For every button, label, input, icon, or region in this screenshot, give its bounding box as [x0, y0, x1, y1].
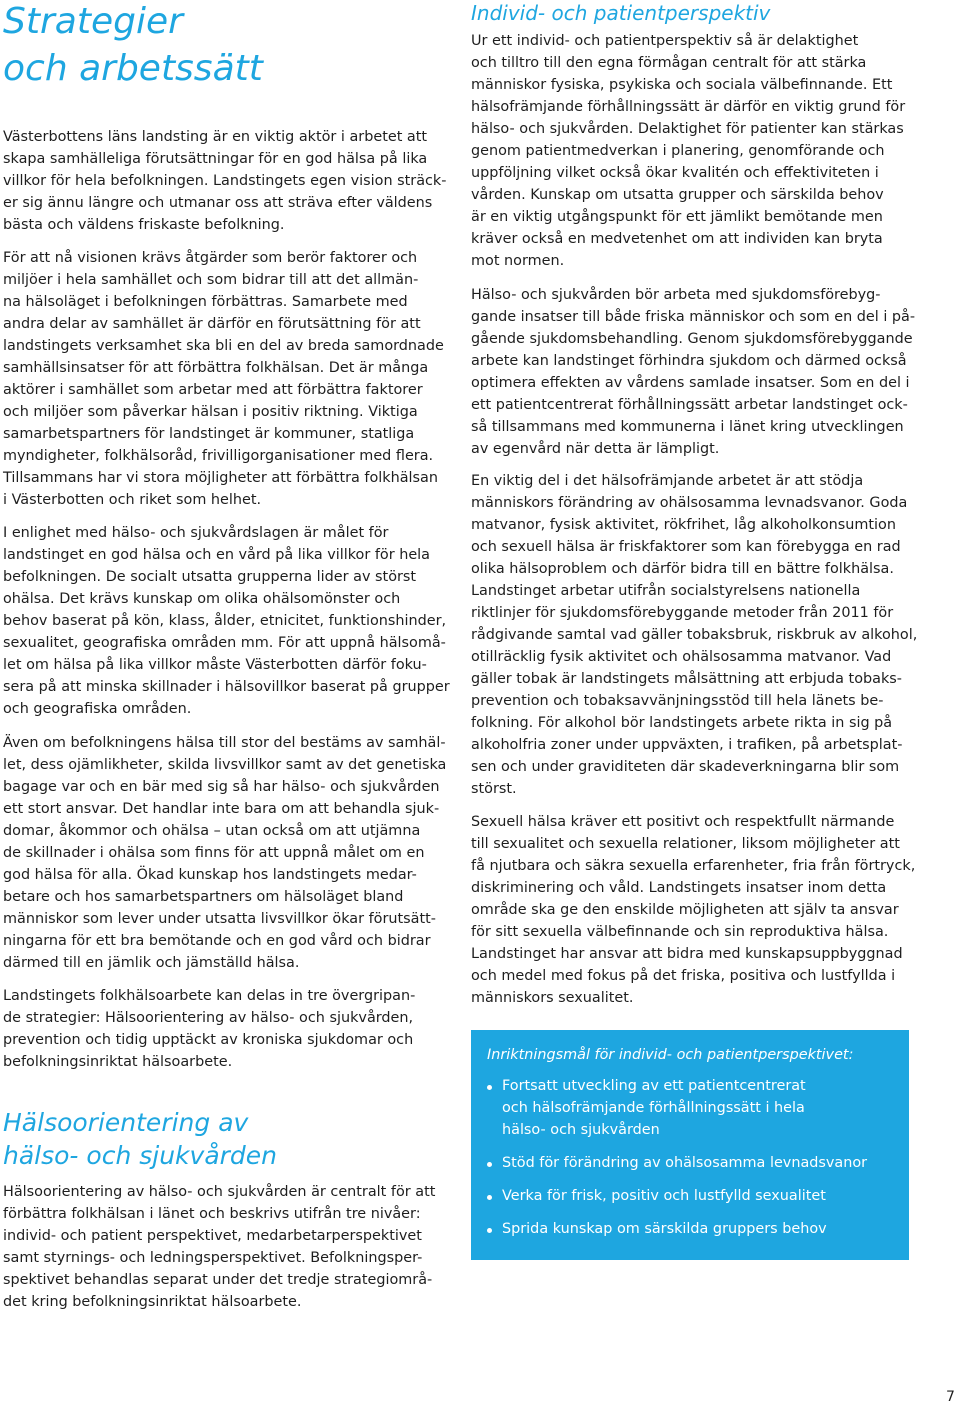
text-line: olika hälsoproblem och därför bidra till en bättre folkhälsa.: [471, 561, 894, 577]
text-line: För att nå visionen krävs åtgärder som berör faktorer och: [3, 250, 418, 266]
text-line: Även om befolkningens hälsa till stor del bestäms av samhäl-: [3, 735, 446, 751]
text-line: rådgivande samtal vad gäller tobaksbruk, riskbruk av alkohol,: [471, 627, 918, 643]
text-line: bästa och väldens friskaste befolkning.: [3, 217, 285, 233]
goal-item-line: Sprida kunskap om särskilda gruppers behov: [502, 1221, 827, 1237]
text-line: av egenvård när detta är lämpligt.: [471, 441, 720, 457]
text-line: sera på att minska skillnader i hälsovillkor baserat på grupper: [3, 679, 450, 695]
text-line: na hälsoläget i befolkningen förbättras. Samarbete med: [3, 294, 408, 310]
text-line: En viktig del i det hälsofrämjande arbetet är att stödja: [471, 473, 864, 489]
text-line: uppföljning vilket också ökar kvalitén och effektiviteten i: [471, 165, 879, 181]
text-line: let om hälsa på lika villkor måste Västerbotten därför foku-: [3, 657, 427, 673]
text-line: och sexuell hälsa är friskfaktorer som kan förebygga en rad: [471, 539, 901, 555]
paragraph: [3, 985, 451, 1073]
text-line: mot normen.: [471, 253, 565, 269]
text-line: spektivet behandlas separat under det tredje strategiområ-: [3, 1272, 433, 1288]
section-heading-line: hälso- och sjukvården: [3, 1141, 278, 1170]
bullet-icon: [487, 1162, 492, 1167]
text-line: bagage var och en bär med sig så har hälso- och sjukvården: [3, 779, 440, 795]
text-line: andra delar av samhället är därför en förutsättning för att: [3, 316, 421, 332]
text-line: till sexualitet och sexuella relationer, liksom möjligheter att: [471, 836, 900, 852]
section-heading: Individ- och patientperspektiv: [471, 1, 771, 25]
intro-paragraph: [3, 126, 451, 236]
goal-item: [487, 1185, 897, 1207]
page-title-line: Strategier: [3, 1, 183, 42]
text-line: samarbetspartners för landstinget är kommuner, statliga: [3, 426, 415, 442]
text-line: och miljöer som påverkar hälsan i positiv riktning. Viktiga: [3, 404, 418, 420]
goal-item: [487, 1075, 897, 1141]
text-line: de skillnader i ohälsa som finns för att uppnå målet om en: [3, 845, 425, 861]
goal-item-line: och hälsofrämjande förhållningssätt i hela: [502, 1100, 805, 1116]
text-line: störst.: [471, 781, 517, 797]
text-line: myndigheter, folkhälsoråd, frivilligorganisationer med flera.: [3, 448, 434, 464]
paragraph: [3, 247, 451, 511]
text-line: gäller tobak är landstingets målsättning att erbjuda tobaks-: [471, 671, 902, 687]
paragraph: [3, 732, 451, 974]
bullet-icon: [487, 1228, 492, 1233]
text-line: och medel med fokus på det friska, positiva och lustfyllda i: [471, 968, 896, 984]
text-line: ningarna för ett bra bemötande och en god vård och bidrar: [3, 933, 431, 949]
paragraph: [471, 284, 916, 460]
text-line: Ur ett individ- och patientperspektiv så är delaktighet: [471, 33, 859, 49]
text-line: Landstingets folkhälsoarbete kan delas in tre övergripan-: [3, 988, 416, 1004]
paragraph: [471, 470, 918, 800]
page-title-line: och arbetssätt: [3, 48, 263, 89]
text-line: förbättra folkhälsan i länet och beskrivs utifrån tre nivåer:: [3, 1206, 421, 1222]
text-line: betare och hos samarbetspartners om hälsoläget bland: [3, 889, 404, 905]
text-line: så tillsammans med kommunerna i länet kring utvecklingen: [471, 419, 904, 435]
text-line: prevention och tobaksavvänjningsstöd till hela länets be-: [471, 693, 884, 709]
health-orientation-paragraph: [3, 1181, 451, 1313]
text-line: alkoholfria zoner under uppväxten, i trafiken, på arbetsplat-: [471, 737, 903, 753]
text-line: god hälsa för alla. Ökad kunskap hos landstingets medar-: [3, 867, 417, 883]
vision-paragraph: [3, 247, 451, 511]
text-line: prevention och tidig upptäckt av kroniska sjukdomar och: [3, 1032, 414, 1048]
goal-item-line: Stöd för förändring av ohälsosamma levnadsvanor: [502, 1155, 868, 1171]
page-title: [3, 0, 451, 92]
text-line: befolkningsinriktat hälsoarbete.: [3, 1054, 233, 1070]
goal-item-line: Verka för frisk, positiv och lustfylld sexualitet: [502, 1188, 826, 1204]
text-line: otillräcklig fysik aktivitet och ohälsosamma matvanor. Vad: [471, 649, 892, 665]
text-line: få njutbara och säkra sexuella erfarenheter, fria från förtryck,: [471, 858, 916, 874]
text-line: vården. Kunskap om utsatta grupper och särskilda behov: [471, 187, 884, 203]
goal-item: [487, 1218, 897, 1240]
goals-box-title: Inriktningsmål för individ- och patientperspektivet:: [487, 1047, 854, 1063]
left-column: [3, 0, 451, 1310]
text-line: de strategier: Hälsoorientering av hälso- och sjukvården,: [3, 1010, 414, 1026]
text-line: människor som lever under utsatta livsvillkor ökar förutsätt-: [3, 911, 436, 927]
text-line: Sexuell hälsa kräver ett positivt och respektfullt närmande: [471, 814, 895, 830]
paragraph: [3, 522, 451, 720]
responsibility-paragraph: [3, 732, 451, 974]
text-line: samhällsinsatser för att förbättra folkhälsan. Det är många: [3, 360, 429, 376]
text-line: er sig ännu längre och utmanar oss att sträva efter väldens: [3, 195, 433, 211]
text-line: område ska ge den enskilde möjligheten att själv ta ansvar: [471, 902, 899, 918]
page-number: 7: [946, 1389, 955, 1405]
text-line: ett patientcentrerat förhållningssätt arbetar landstinget ock-: [471, 397, 908, 413]
text-line: Landstinget har ansvar att bidra med kunskapsuppbyggnad: [471, 946, 903, 962]
text-line: samt styrnings- och ledningsperspektivet. Befolkningsper-: [3, 1250, 423, 1266]
paragraph: [471, 811, 916, 1009]
paragraph: [471, 30, 911, 272]
text-line: landstinget en god hälsa och en vård på lika villkor för hela: [3, 547, 431, 563]
bullet-icon: [487, 1195, 492, 1200]
text-line: hälso- och sjukvården. Delaktighet för patienter kan stärkas: [471, 121, 904, 137]
paragraph: [3, 126, 451, 236]
lifestyle-paragraph: [471, 470, 918, 800]
text-line: domar, åkommor och ohälsa – utan också om att utjämna: [3, 823, 421, 839]
text-line: och tilltro till den egna förmågan centralt för att stärka: [471, 55, 867, 71]
text-line: Västerbottens läns landsting är en viktig aktör i arbetet att: [3, 129, 428, 145]
text-line: genom patientmedverkan i planering, genomförande och: [471, 143, 885, 159]
sexual-health-paragraph: [471, 811, 916, 1009]
section-heading-line: Hälsoorientering av: [3, 1108, 249, 1137]
text-line: för sitt sexuella välbefinnande och sin reproduktiva hälsa.: [471, 924, 889, 940]
text-line: gande insatser till både friska människor och som en del i på-: [471, 309, 916, 325]
text-line: ohälsa. Det krävs kunskap om olika ohälsomönster och: [3, 591, 401, 607]
text-line: är en viktig utgångspunkt för ett jämlikt bemötande men: [471, 209, 883, 225]
text-line: arbete kan landstinget förhindra sjukdom och därmed också: [471, 353, 907, 369]
text-line: Landstinget arbetar utifrån socialstyrelsens nationella: [471, 583, 861, 599]
strategies-paragraph: [3, 985, 451, 1073]
text-line: optimera effekten av vårdens samlade insatser. Som en del i: [471, 375, 910, 391]
text-line: aktörer i samhället som arbetar med att förbättra faktorer: [3, 382, 423, 398]
text-line: befolkningen. De socialt utsatta grupperna lider av störst: [3, 569, 417, 585]
text-line: och geografiska områden.: [3, 701, 192, 717]
text-line: Hälso- och sjukvården bör arbeta med sjukdomsförebyg-: [471, 287, 881, 303]
text-line: ett stort ansvar. Det handlar inte bara om att behandla sjuk-: [3, 801, 440, 817]
text-line: landstingets verksamhet ska bli en del av breda samordnade: [3, 338, 444, 354]
goals-list: [487, 1075, 897, 1240]
text-line: folkning. För alkohol bör landstingets arbete rikta in sig på: [471, 715, 893, 731]
text-line: gående sjukdomsbehandling. Genom sjukdomsförebyggande: [471, 331, 913, 347]
text-line: det kring befolkningsinriktat hälsoarbete.: [3, 1294, 302, 1310]
paragraph: [3, 1181, 451, 1313]
patient-perspective-paragraph: [471, 30, 911, 272]
text-line: miljöer i hela samhället och som bidrar till att det allmän-: [3, 272, 419, 288]
text-line: individ- och patient perspektivet, medarbetarperspektivet: [3, 1228, 422, 1244]
text-line: därmed till en jämlik och jämställd hälsa.: [3, 955, 300, 971]
text-line: behov baserat på kön, klass, ålder, etnicitet, funktionshinder,: [3, 613, 447, 629]
text-line: sexualitet, geografiska områden mm. För att uppnå hälsomå-: [3, 635, 446, 651]
text-line: skapa samhälleliga förutsättningar för en god hälsa på lika: [3, 151, 428, 167]
text-line: människor fysiska, psykiska och sociala välbefinnande. Ett: [471, 77, 893, 93]
goal-item: [487, 1152, 897, 1174]
goal-item-line: Fortsatt utveckling av ett patientcentrerat: [502, 1078, 806, 1094]
text-line: Tillsammans har vi stora möjligheter att förbättra folkhälsan: [3, 470, 438, 486]
text-line: matvanor, fysisk aktivitet, rökfrihet, låg alkoholkonsumtion: [471, 517, 896, 533]
text-line: människors förändring av ohälsosamma levnadsvanor. Goda: [471, 495, 908, 511]
text-line: Hälsoorientering av hälso- och sjukvården är centralt för att: [3, 1184, 436, 1200]
text-line: I enlighet med hälso- och sjukvårdslagen är målet för: [3, 525, 389, 541]
text-line: i Västerbotten och riket som helhet.: [3, 492, 262, 508]
text-line: diskriminering och våld. Landstingets insatser inom detta: [471, 880, 887, 896]
prevention-paragraph: [471, 284, 916, 460]
section-heading: [3, 1106, 277, 1172]
text-line: villkor för hela befolkningen. Landstingets egen vision sträck-: [3, 173, 447, 189]
text-line: människors sexualitet.: [471, 990, 634, 1006]
text-line: let, dess ojämlikheter, skilda livsvillkor samt av det genetiska: [3, 757, 447, 773]
bullet-icon: [487, 1085, 492, 1090]
text-line: riktlinjer för sjukdomsförebyggande metoder från 2011 för: [471, 605, 894, 621]
law-paragraph: [3, 522, 451, 720]
text-line: sen och under graviditeten där skadeverkningarna blir som: [471, 759, 900, 775]
text-line: kräver också en medvetenhet om att individen kan bryta: [471, 231, 883, 247]
goals-box: [471, 1030, 909, 1260]
goal-item-line: hälso- och sjukvården: [502, 1122, 660, 1138]
text-line: hälsofrämjande förhållningssätt är därför en viktig grund för: [471, 99, 906, 115]
